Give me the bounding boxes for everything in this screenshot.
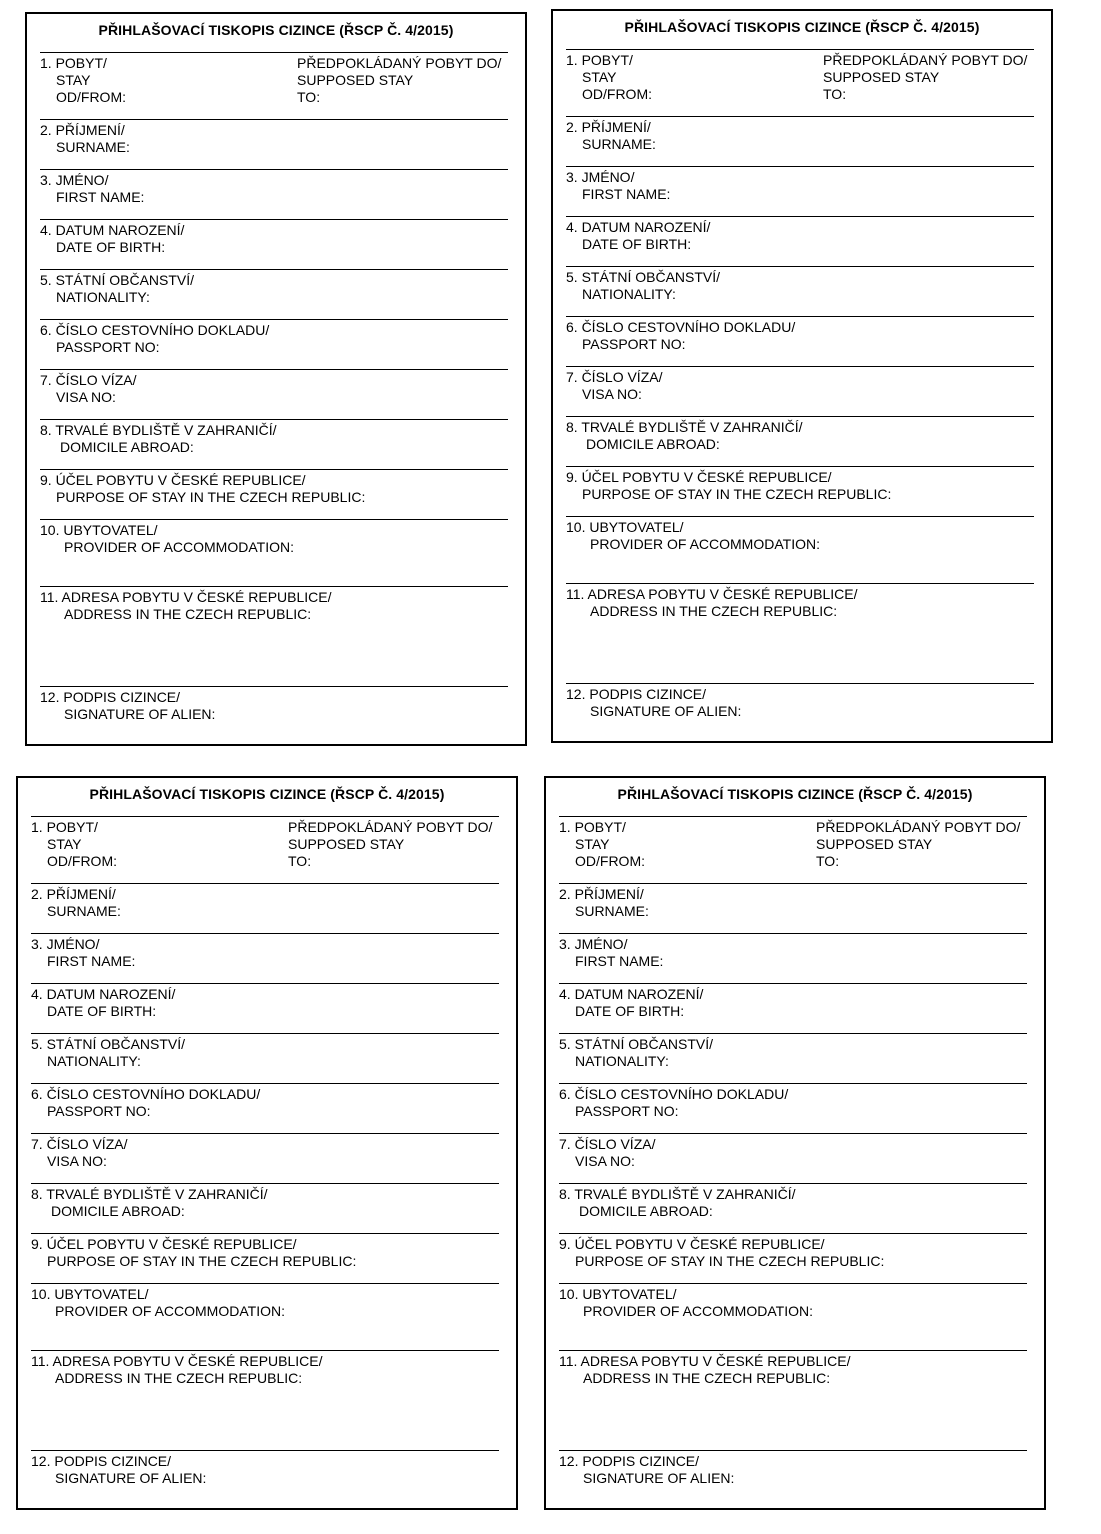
field-purpose-label-en: PURPOSE OF STAY IN THE CZECH REPUBLIC: (582, 486, 892, 502)
entry-line-dob[interactable] (40, 269, 508, 270)
field-first-name-label-cz: 3. JMÉNO/ (40, 172, 109, 188)
field-signature-label-en: SIGNATURE OF ALIEN: (583, 1470, 735, 1486)
field-domicile-label-cz: 8. TRVALÉ BYDLIŠTĚ V ZAHRANIČÍ/ (566, 419, 803, 435)
field-domicile-label-en: DOMICILE ABROAD: (586, 436, 720, 452)
form-title: PŘIHLAŠOVACÍ TISKOPIS CIZINCE (ŘSCP Č. 4/2015) (98, 22, 454, 38)
entry-line-visa[interactable] (566, 416, 1034, 417)
field-stay-label-cz: 1. POBYT/ (31, 819, 98, 835)
entry-line-purpose[interactable] (566, 516, 1034, 517)
field-visa-label-cz: 7. ČÍSLO VÍZA/ (566, 369, 663, 385)
registration-form-1 (25, 12, 527, 746)
field-visa-no (31, 1136, 501, 1170)
entry-line-surname[interactable] (31, 933, 499, 934)
field-domicile-label-en: DOMICILE ABROAD: (51, 1203, 185, 1219)
field-visa-no (566, 369, 1036, 403)
field-stay-from-label: OD/FROM: (575, 853, 645, 869)
registration-form-2 (551, 9, 1053, 743)
entry-line-passport[interactable] (40, 369, 508, 370)
field-date-of-birth (40, 222, 510, 256)
field-nationality-label-en: NATIONALITY: (47, 1053, 141, 1069)
field-domicile-label-en: DOMICILE ABROAD: (579, 1203, 713, 1219)
entry-line-nationality[interactable] (559, 1083, 1027, 1084)
entry-line-domicile[interactable] (559, 1233, 1027, 1234)
field-stay-label-en: STAY (582, 69, 617, 85)
field-surname (40, 122, 510, 156)
entry-line-first-name[interactable] (31, 983, 499, 984)
entry-line-address[interactable] (31, 1450, 499, 1451)
entry-line-address[interactable] (566, 683, 1034, 684)
field-supposed-stay-to-label: TO: (288, 853, 312, 869)
field-address-label-cz: 11. ADRESA POBYTU V ČESKÉ REPUBLICE/ (566, 586, 858, 602)
field-visa-no (40, 372, 510, 406)
field-supposed-stay-to-label: TO: (816, 853, 840, 869)
field-visa-label-cz: 7. ČÍSLO VÍZA/ (559, 1136, 656, 1152)
entry-line-passport[interactable] (559, 1133, 1027, 1134)
field-address (31, 1353, 501, 1387)
form-title: PŘIHLAŠOVACÍ TISKOPIS CIZINCE (ŘSCP Č. 4/2015) (89, 786, 445, 802)
field-provider-label-cz: 10. UBYTOVATEL/ (559, 1286, 677, 1302)
field-stay (31, 819, 501, 870)
field-passport-no (40, 322, 510, 356)
field-passport-label-cz: 6. ČÍSLO CESTOVNÍHO DOKLADU/ (40, 322, 270, 338)
form-divider (31, 816, 499, 817)
field-first-name-label-en: FIRST NAME: (47, 953, 136, 969)
field-domicile-abroad (559, 1186, 1029, 1220)
field-provider-label-en: PROVIDER OF ACCOMMODATION: (64, 539, 294, 555)
field-surname-label-en: SURNAME: (582, 136, 656, 152)
entry-line-provider[interactable] (566, 583, 1034, 584)
field-supposed-stay-label-en: SUPPOSED STAY (288, 836, 405, 852)
field-purpose-of-stay (31, 1236, 501, 1270)
field-stay-label-en: STAY (47, 836, 82, 852)
field-visa-label-en: VISA NO: (575, 1153, 635, 1169)
field-first-name-label-en: FIRST NAME: (582, 186, 671, 202)
field-provider-label-cz: 10. UBYTOVATEL/ (566, 519, 684, 535)
field-signature-label-cz: 12. PODPIS CIZINCE/ (31, 1453, 172, 1469)
field-supposed-stay-to-label: TO: (297, 89, 321, 105)
field-dob-label-cz: 4. DATUM NAROZENÍ/ (40, 222, 185, 238)
field-supposed-stay-label-en: SUPPOSED STAY (816, 836, 933, 852)
field-visa-no (559, 1136, 1029, 1170)
field-nationality (31, 1036, 501, 1070)
field-provider (559, 1286, 1029, 1320)
entry-line-first-name[interactable] (566, 216, 1034, 217)
field-date-of-birth (559, 986, 1029, 1020)
entry-line-purpose[interactable] (40, 519, 508, 520)
registration-form-3 (16, 776, 518, 1510)
entry-line-visa[interactable] (31, 1183, 499, 1184)
field-provider-label-cz: 10. UBYTOVATEL/ (40, 522, 158, 538)
field-surname-label-cz: 2. PŘÍJMENÍ/ (566, 119, 651, 135)
field-provider-label-cz: 10. UBYTOVATEL/ (31, 1286, 149, 1302)
field-provider (40, 522, 510, 556)
entry-line-provider[interactable] (40, 586, 508, 587)
field-first-name-label-en: FIRST NAME: (575, 953, 664, 969)
entry-line-domicile[interactable] (31, 1233, 499, 1234)
field-address-label-en: ADDRESS IN THE CZECH REPUBLIC: (64, 606, 312, 622)
field-signature-label-en: SIGNATURE OF ALIEN: (55, 1470, 207, 1486)
field-date-of-birth (31, 986, 501, 1020)
field-address-label-cz: 11. ADRESA POBYTU V ČESKÉ REPUBLICE/ (559, 1353, 851, 1369)
field-purpose-label-en: PURPOSE OF STAY IN THE CZECH REPUBLIC: (575, 1253, 885, 1269)
entry-line-stay[interactable] (566, 116, 1034, 117)
field-supposed-stay-label-cz: PŘEDPOKLÁDANÝ POBYT DO/ (823, 52, 1028, 68)
field-visa-label-cz: 7. ČÍSLO VÍZA/ (31, 1136, 128, 1152)
field-purpose-label-en: PURPOSE OF STAY IN THE CZECH REPUBLIC: (47, 1253, 357, 1269)
field-supposed-stay (288, 819, 492, 870)
field-address (40, 589, 510, 623)
entry-line-dob[interactable] (559, 1033, 1027, 1034)
registration-form-4 (544, 776, 1046, 1510)
field-visa-label-en: VISA NO: (47, 1153, 107, 1169)
field-signature-label-en: SIGNATURE OF ALIEN: (64, 706, 216, 722)
field-nationality (566, 269, 1036, 303)
field-purpose-of-stay (40, 472, 510, 506)
field-domicile-abroad (40, 422, 510, 456)
field-stay-label-en: STAY (56, 72, 91, 88)
entry-line-dob[interactable] (31, 1033, 499, 1034)
field-surname-label-en: SURNAME: (56, 139, 130, 155)
field-purpose-label-cz: 9. ÚČEL POBYTU V ČESKÉ REPUBLICE/ (40, 472, 306, 488)
field-stay-label-cz: 1. POBYT/ (566, 52, 633, 68)
field-nationality-label-en: NATIONALITY: (575, 1053, 669, 1069)
field-first-name-label-cz: 3. JMÉNO/ (559, 936, 628, 952)
field-nationality (40, 272, 510, 306)
entry-line-nationality[interactable] (31, 1083, 499, 1084)
field-stay-from-label: OD/FROM: (56, 89, 126, 105)
field-passport-label-cz: 6. ČÍSLO CESTOVNÍHO DOKLADU/ (31, 1086, 261, 1102)
field-address-label-cz: 11. ADRESA POBYTU V ČESKÉ REPUBLICE/ (40, 589, 332, 605)
field-date-of-birth (566, 219, 1036, 253)
entry-line-domicile[interactable] (566, 466, 1034, 467)
field-signature (566, 686, 1036, 720)
field-purpose-label-cz: 9. ÚČEL POBYTU V ČESKÉ REPUBLICE/ (31, 1236, 297, 1252)
entry-line-domicile[interactable] (40, 469, 508, 470)
entry-line-provider[interactable] (559, 1350, 1027, 1351)
field-stay-label-en: STAY (575, 836, 610, 852)
field-provider (31, 1286, 501, 1320)
field-dob-label-en: DATE OF BIRTH: (575, 1003, 685, 1019)
field-visa-label-cz: 7. ČÍSLO VÍZA/ (40, 372, 137, 388)
field-domicile-abroad (566, 419, 1036, 453)
field-stay (559, 819, 1029, 870)
field-first-name (559, 936, 1029, 970)
field-address-label-en: ADDRESS IN THE CZECH REPUBLIC: (583, 1370, 831, 1386)
field-stay (566, 52, 1036, 103)
field-nationality-label-en: NATIONALITY: (56, 289, 150, 305)
form-divider (566, 49, 1034, 50)
entry-line-stay[interactable] (31, 883, 499, 884)
entry-line-provider[interactable] (31, 1350, 499, 1351)
field-passport-label-en: PASSPORT NO: (56, 339, 160, 355)
field-visa-label-en: VISA NO: (582, 386, 642, 402)
field-provider (566, 519, 1036, 553)
entry-line-passport[interactable] (566, 366, 1034, 367)
field-supposed-stay (823, 52, 1027, 103)
form-divider (40, 52, 508, 53)
field-stay-from-label: OD/FROM: (47, 853, 117, 869)
field-passport-label-cz: 6. ČÍSLO CESTOVNÍHO DOKLADU/ (566, 319, 796, 335)
entry-line-surname[interactable] (559, 933, 1027, 934)
field-nationality-label-cz: 5. STÁTNÍ OBČANSTVÍ/ (559, 1036, 714, 1052)
entry-line-purpose[interactable] (31, 1283, 499, 1284)
form-title: PŘIHLAŠOVACÍ TISKOPIS CIZINCE (ŘSCP Č. 4/2015) (624, 19, 980, 35)
field-supposed-stay-label-cz: PŘEDPOKLÁDANÝ POBYT DO/ (288, 819, 493, 835)
entry-line-dob[interactable] (566, 266, 1034, 267)
field-provider-label-en: PROVIDER OF ACCOMMODATION: (590, 536, 820, 552)
field-passport-no (566, 319, 1036, 353)
field-passport-no (559, 1086, 1029, 1120)
entry-line-nationality[interactable] (566, 316, 1034, 317)
field-dob-label-en: DATE OF BIRTH: (582, 236, 692, 252)
field-surname (566, 119, 1036, 153)
field-stay-from-label: OD/FROM: (582, 86, 652, 102)
field-first-name-label-en: FIRST NAME: (56, 189, 145, 205)
field-signature-label-cz: 12. PODPIS CIZINCE/ (559, 1453, 700, 1469)
field-purpose-of-stay (559, 1236, 1029, 1270)
field-nationality-label-cz: 5. STÁTNÍ OBČANSTVÍ/ (566, 269, 721, 285)
field-purpose-label-cz: 9. ÚČEL POBYTU V ČESKÉ REPUBLICE/ (566, 469, 832, 485)
field-supposed-stay-label-cz: PŘEDPOKLÁDANÝ POBYT DO/ (297, 55, 502, 71)
entry-line-visa[interactable] (40, 419, 508, 420)
entry-line-stay[interactable] (559, 883, 1027, 884)
entry-line-address[interactable] (559, 1450, 1027, 1451)
field-dob-label-en: DATE OF BIRTH: (47, 1003, 157, 1019)
field-surname (31, 886, 501, 920)
field-provider-label-en: PROVIDER OF ACCOMMODATION: (55, 1303, 285, 1319)
entry-line-surname[interactable] (40, 169, 508, 170)
field-dob-label-en: DATE OF BIRTH: (56, 239, 166, 255)
field-first-name (40, 172, 510, 206)
field-signature-label-cz: 12. PODPIS CIZINCE/ (566, 686, 707, 702)
field-purpose-of-stay (566, 469, 1036, 503)
field-passport-label-en: PASSPORT NO: (575, 1103, 679, 1119)
field-nationality (559, 1036, 1029, 1070)
field-first-name-label-cz: 3. JMÉNO/ (31, 936, 100, 952)
field-signature (40, 689, 510, 723)
field-first-name-label-cz: 3. JMÉNO/ (566, 169, 635, 185)
entry-line-visa[interactable] (559, 1183, 1027, 1184)
field-signature (559, 1453, 1029, 1487)
field-passport-label-en: PASSPORT NO: (47, 1103, 151, 1119)
field-supposed-stay-label-cz: PŘEDPOKLÁDANÝ POBYT DO/ (816, 819, 1021, 835)
field-surname-label-en: SURNAME: (47, 903, 121, 919)
entry-line-purpose[interactable] (559, 1283, 1027, 1284)
field-surname (559, 886, 1029, 920)
entry-line-nationality[interactable] (40, 319, 508, 320)
entry-line-first-name[interactable] (559, 983, 1027, 984)
field-signature (31, 1453, 501, 1487)
field-signature-label-en: SIGNATURE OF ALIEN: (590, 703, 742, 719)
field-domicile-abroad (31, 1186, 501, 1220)
field-supposed-stay-label-en: SUPPOSED STAY (823, 69, 940, 85)
field-dob-label-cz: 4. DATUM NAROZENÍ/ (566, 219, 711, 235)
field-signature-label-cz: 12. PODPIS CIZINCE/ (40, 689, 181, 705)
field-domicile-label-en: DOMICILE ABROAD: (60, 439, 194, 455)
entry-line-address[interactable] (40, 686, 508, 687)
form-title: PŘIHLAŠOVACÍ TISKOPIS CIZINCE (ŘSCP Č. 4/2015) (617, 786, 973, 802)
field-surname-label-cz: 2. PŘÍJMENÍ/ (559, 886, 644, 902)
field-dob-label-cz: 4. DATUM NAROZENÍ/ (31, 986, 176, 1002)
field-stay-label-cz: 1. POBYT/ (559, 819, 626, 835)
field-supposed-stay (297, 55, 501, 106)
field-passport-label-cz: 6. ČÍSLO CESTOVNÍHO DOKLADU/ (559, 1086, 789, 1102)
field-nationality-label-cz: 5. STÁTNÍ OBČANSTVÍ/ (40, 272, 195, 288)
field-address (559, 1353, 1029, 1387)
field-first-name (31, 936, 501, 970)
entry-line-stay[interactable] (40, 119, 508, 120)
field-address-label-cz: 11. ADRESA POBYTU V ČESKÉ REPUBLICE/ (31, 1353, 323, 1369)
entry-line-first-name[interactable] (40, 219, 508, 220)
field-purpose-label-en: PURPOSE OF STAY IN THE CZECH REPUBLIC: (56, 489, 366, 505)
entry-line-passport[interactable] (31, 1133, 499, 1134)
field-domicile-label-cz: 8. TRVALÉ BYDLIŠTĚ V ZAHRANIČÍ/ (559, 1186, 796, 1202)
field-stay (40, 55, 510, 106)
field-surname-label-cz: 2. PŘÍJMENÍ/ (31, 886, 116, 902)
form-divider (559, 816, 1027, 817)
field-address-label-en: ADDRESS IN THE CZECH REPUBLIC: (590, 603, 838, 619)
field-supposed-stay-label-en: SUPPOSED STAY (297, 72, 414, 88)
field-nationality-label-en: NATIONALITY: (582, 286, 676, 302)
field-domicile-label-cz: 8. TRVALÉ BYDLIŠTĚ V ZAHRANIČÍ/ (40, 422, 277, 438)
field-provider-label-en: PROVIDER OF ACCOMMODATION: (583, 1303, 813, 1319)
field-visa-label-en: VISA NO: (56, 389, 116, 405)
field-address-label-en: ADDRESS IN THE CZECH REPUBLIC: (55, 1370, 303, 1386)
field-passport-no (31, 1086, 501, 1120)
field-passport-label-en: PASSPORT NO: (582, 336, 686, 352)
field-supposed-stay-to-label: TO: (823, 86, 847, 102)
field-purpose-label-cz: 9. ÚČEL POBYTU V ČESKÉ REPUBLICE/ (559, 1236, 825, 1252)
entry-line-surname[interactable] (566, 166, 1034, 167)
field-stay-label-cz: 1. POBYT/ (40, 55, 107, 71)
field-domicile-label-cz: 8. TRVALÉ BYDLIŠTĚ V ZAHRANIČÍ/ (31, 1186, 268, 1202)
field-first-name (566, 169, 1036, 203)
field-address (566, 586, 1036, 620)
field-surname-label-cz: 2. PŘÍJMENÍ/ (40, 122, 125, 138)
field-supposed-stay (816, 819, 1020, 870)
field-surname-label-en: SURNAME: (575, 903, 649, 919)
field-dob-label-cz: 4. DATUM NAROZENÍ/ (559, 986, 704, 1002)
field-nationality-label-cz: 5. STÁTNÍ OBČANSTVÍ/ (31, 1036, 186, 1052)
